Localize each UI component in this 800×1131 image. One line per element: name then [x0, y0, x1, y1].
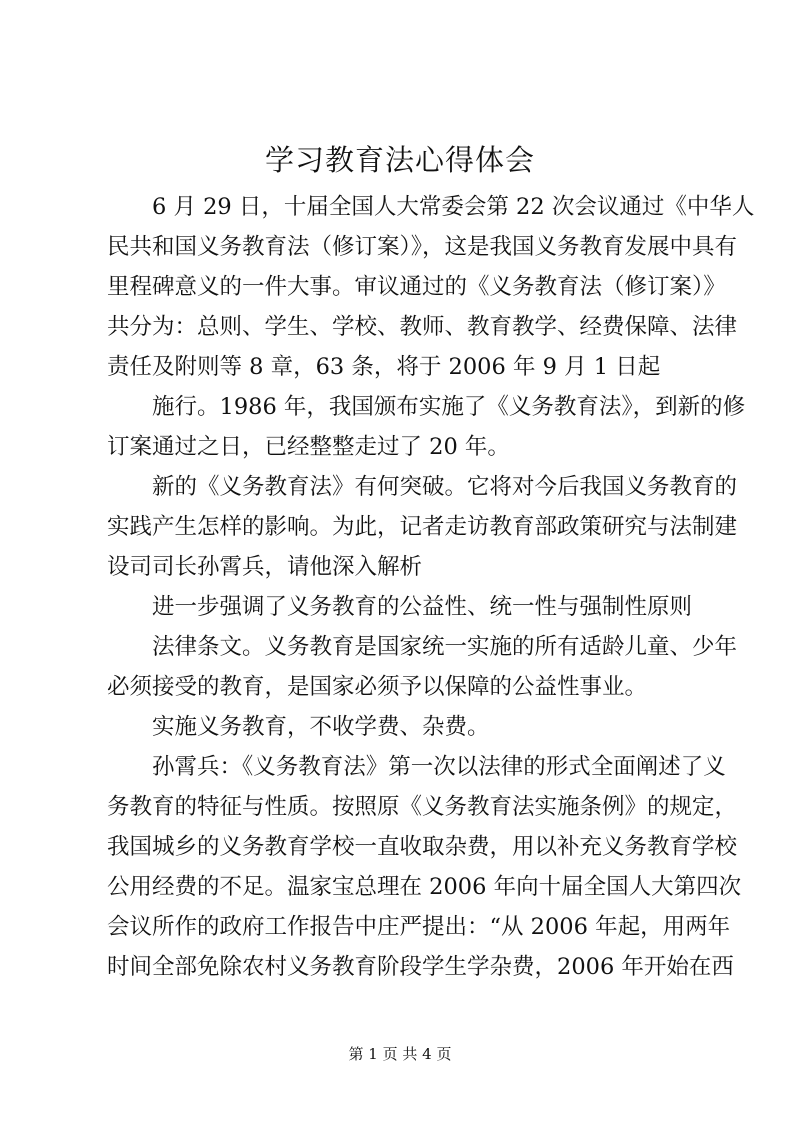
body-line: 责任及附则等 8 章，63 条，将于 2006 年 9 月 1 日起: [107, 354, 661, 380]
body-line: 孙霄兵：《义务教育法》第一次以法律的形式全面阐述了义: [152, 754, 726, 780]
body-line: 进一步强调了义务教育的公益性、统一性与强制性原则: [152, 594, 693, 620]
document-title: 学习教育法心得体会: [264, 143, 535, 177]
body-line: 时间全部免除农村义务教育阶段学生学杂费，2006 年开始在西: [107, 954, 734, 980]
page-footer: 第 1 页 共 4 页: [348, 1045, 452, 1063]
body-line: 务教育的特征与性质。按照原《义务教育法实施条例》的规定，: [107, 794, 738, 820]
body-line: 实施义务教育，不收学费、杂费。: [152, 714, 490, 740]
body-line: 新的《义务教育法》有何突破。它将对今后我国义务教育的: [152, 474, 738, 500]
body-line: 我国城乡的义务教育学校一直收取杂费，用以补充义务教育学校: [107, 834, 738, 860]
body-line: 里程碑意义的一件大事。审议通过的《义务教育法（修订案）》: [107, 274, 726, 300]
body-line: 法律条文。义务教育是国家统一实施的所有适龄儿童、少年: [152, 634, 738, 660]
body-line: 实践产生怎样的影响。为此，记者走访教育部政策研究与法制建: [107, 514, 738, 540]
body-line: 民共和国义务教育法（修订案）》，这是我国义务教育发展中具有: [107, 234, 738, 260]
body-line: 必须接受的教育，是国家必须予以保障的公益性事业。: [107, 674, 648, 700]
body-line: 订案通过之日，已经整整走过了 20 年。: [107, 434, 510, 460]
body-line: 公用经费的不足。温家宝总理在 2006 年向十届全国人大第四次: [107, 874, 742, 900]
body-line: 6 月 29 日，十届全国人大常委会第 22 次会议通过《中华人: [152, 194, 755, 220]
body-line: 会议所作的政府工作报告中庄严提出：“从 2006 年起，用两年: [107, 914, 731, 940]
body-line: 共分为：总则、学生、学校、教师、教育教学、经费保障、法律: [107, 314, 738, 340]
document-body: [107, 187, 755, 987]
body-line: 设司司长孙霄兵，请他深入解析: [107, 554, 423, 580]
body-line: 施行。1986 年，我国颁布实施了《义务教育法》，到新的修: [152, 394, 746, 420]
